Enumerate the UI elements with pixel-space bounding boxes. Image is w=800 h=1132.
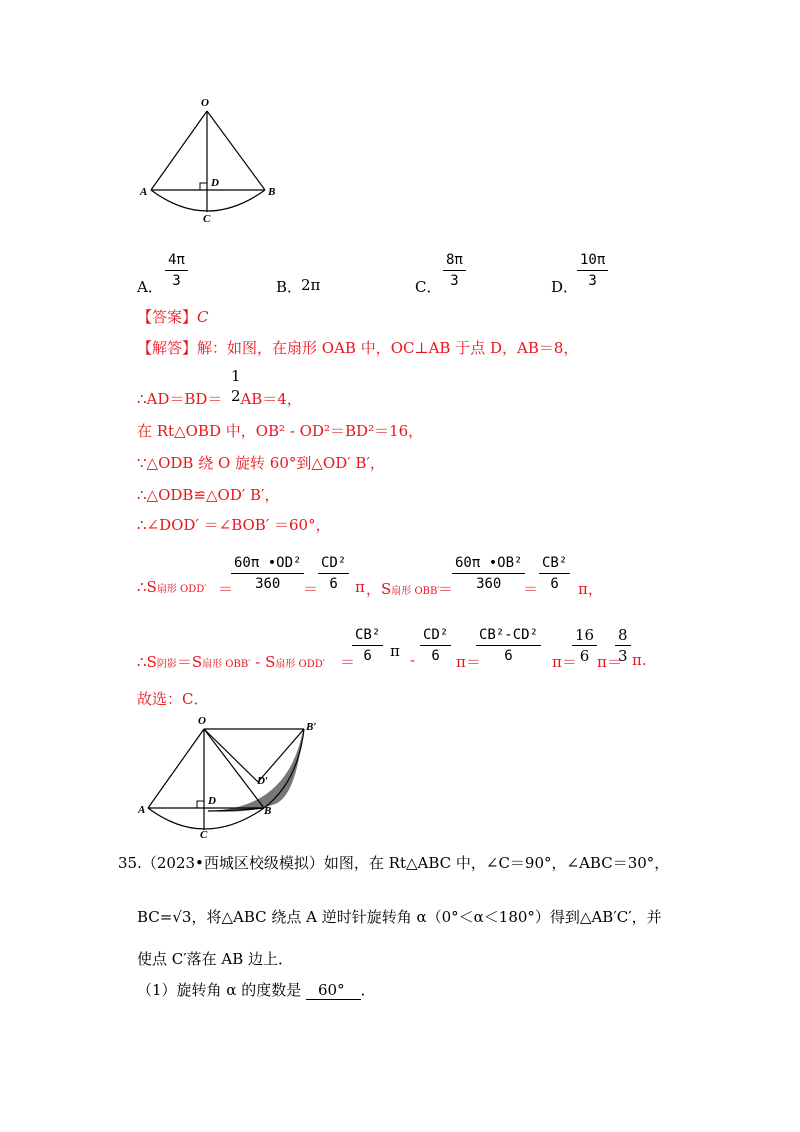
option-b-letter: B． [276,278,303,296]
fig2-label-bp: B′ [306,721,317,733]
label-d: D [211,177,219,189]
line7-end: π， [578,580,603,598]
solution-line2-post: AB＝4， [240,390,302,408]
solution-line8-lhs: ∴S阴影＝S扇形 OBB′ - S扇形 ODD′ [137,653,326,671]
figure-sector-oab [138,92,288,227]
line8-minus: - [410,651,416,669]
answer-line [137,306,209,327]
line8-frac1: $\frac{\text{CB²}}{6}$ [352,625,383,666]
line8-pi2: π＝ [456,653,481,671]
option-d-fraction: $\frac{10\pi}{3}$ [577,250,608,291]
solution-line2 [137,388,302,409]
line7-frac3: $\frac{\text{60π •OB²}}{360}$ [452,553,525,594]
option-c-letter: C． [415,278,442,296]
line8-pi3: π＝ [552,653,577,671]
label-o: O [201,97,209,109]
fig2-label-dp: D′ [257,775,269,787]
label-c: C [203,213,211,225]
line7-eq2: ＝ [303,580,319,598]
q1-text: （1）旋转角 α 的度数是 [137,981,302,999]
solution-line2-pre: ∴AD＝BD＝ [137,390,223,408]
answer-value: C [197,308,209,326]
option-d-letter: D． [551,278,579,296]
solution-line1 [137,337,578,358]
fig2-label-b: B [264,805,272,817]
solution-bracket: 【解答】 [137,339,198,357]
fig2-label-a: A [138,804,146,816]
problem35-line3: 使点 C′落在 AB 边上． [137,950,294,968]
label-a: A [140,186,148,198]
line7-eq4: ＝ [523,580,539,598]
option-c-fraction: $\frac{8\pi}{3}$ [443,250,466,291]
line8-pi5: π. [632,651,647,669]
option-b-value: 2π [301,276,321,294]
solution-conclusion: 故选：C． [137,690,209,708]
line7-eq1: ＝ [218,580,234,598]
solution-line7-a: ∴S扇形 ODD′ [137,578,207,596]
line8-frac5: $\frac{8}{3}$ [615,625,631,666]
line8-frac4: $\frac{16}{6}$ [572,625,597,666]
line8-frac2: $\frac{\text{CD²}}{6}$ [420,625,451,666]
line7-eq3: ＝ [438,580,454,598]
label-b: B [268,186,276,198]
figure-rotated-sector [138,710,328,845]
option-a-fraction: $\frac{4\pi}{3}$ [165,250,188,291]
fig2-label-c: C [200,829,208,841]
solution-line3: 在 Rt△OBD 中，OB² - OD²＝BD²＝16， [137,422,424,440]
line7-frac1: $\frac{\text{60π •OD²}}{360}$ [231,553,304,594]
solution-line2-fraction: 1 2 [231,367,241,405]
line7-pi1: π [355,578,365,596]
line7-frac2: $\frac{\text{CD²}}{6}$ [318,553,349,594]
solution-line5: ∴△ODB≌△OD′ B′， [137,486,280,504]
option-a-letter: A． [137,278,163,296]
solution-line6: ∴∠DOD′ ＝∠BOB′ ＝60°， [137,516,331,534]
fig2-label-d: D [208,795,216,807]
solution-line7-b: ，S扇形 OBB′ [366,580,440,598]
line8-eq: ＝ [340,653,356,671]
line7-frac4: $\frac{\text{CB²}}{6}$ [539,553,570,594]
solution-line1-text: 解：如图，在扇形 OAB 中，OC⊥AB 于点 D，AB＝8， [197,339,579,357]
solution-line4: ∵△ODB 绕 O 旋转 60°到△OD′ B′， [137,454,385,472]
problem35-line2: BC=√3，将△ABC 绕点 A 逆时针旋转角 α（0°＜α＜180°）得到△AB′C′，并 [137,908,662,926]
line8-pi4: π＝ [597,653,622,671]
problem35-q1 [137,979,376,1000]
line8-pi1: π [390,642,400,660]
line8-frac3: $\frac{\text{CB²-CD²}}{6}$ [476,625,541,666]
q1-end: ． [360,981,376,999]
answer-bracket: 【答案】 [137,308,198,326]
problem35-line1: 35.（2023•西城区校级模拟）如图，在 Rt△ABC 中，∠C＝90°，∠ABC＝30°， [118,854,670,872]
q1-answer: 60° [306,981,361,1000]
fig2-label-o: O [198,715,206,727]
